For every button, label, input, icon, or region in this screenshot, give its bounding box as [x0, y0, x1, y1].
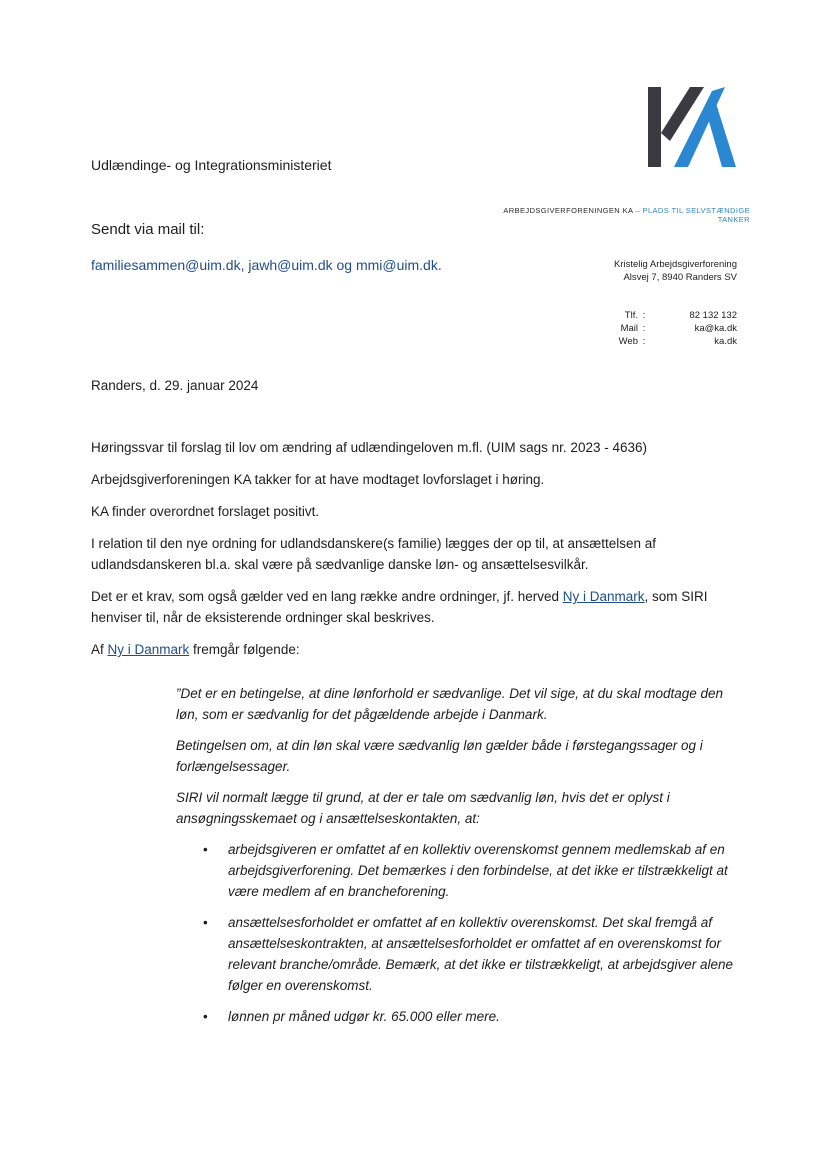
paragraph: KA finder overordnet forslaget positivt. — [91, 504, 320, 519]
quote-bullet-list — [176, 839, 742, 1027]
paragraph: Arbejdsgiverforeningen KA takker for at have modtaget lovforslaget i høring. — [91, 472, 545, 487]
bullet-icon: • — [203, 842, 208, 857]
list-item: • ansættelsesforholdet er omfattet af en kollektiv overenskomst. Det skal fremgå af ansættelseskontrakten, at ansættelsesforholdet er omfattet af en overenskomst for relevant branche/område. Bemærk, at det ikke er tilstrækkeligt, at arbejdsgiver alene følger en overenskomst. — [176, 912, 742, 996]
letter-body — [91, 437, 741, 671]
contact-label: Web — [618, 336, 638, 347]
contact-value: 82 132 132 — [689, 310, 737, 321]
subject-line: Høringssvar til forslag til lov om ændring af udlændingeloven m.fl. (UIM sags nr. 2023 - 4636) — [91, 440, 647, 455]
list-item: • lønnen pr måned udgør kr. 65.000 eller mere. — [176, 1006, 742, 1027]
contact-web: Web : ka.dk — [600, 335, 737, 348]
paragraph: I relation til den nye ordning for udlandsdanskere(s familie) lægges der op til, at ansættelsen af udlandsdanskeren bl.a. skal være på sædvanlige danske løn- og ansættelsesvilkår. — [91, 536, 657, 572]
org-name: Kristelig Arbejdsgiverforening — [613, 259, 737, 270]
contact-mail: Mail : ka@ka.dk — [600, 322, 737, 335]
contact-block — [600, 309, 737, 348]
quote-paragraph: ”Det er en betingelse, at dine lønforhold er sædvanlige. Det vil sige, at du skal modtage den løn, som er sædvanlig for det pågældende arbejde i Danmark. — [176, 686, 724, 722]
tagline-org: ARBEJDSGIVERFORENINGEN KA — [503, 206, 633, 215]
paragraph: Det er et krav, som også gælder ved en lang række andre ordninger, jf. herved Ny i Danmark, som SIRI henviser til, når de eksisterende ordninger skal beskrives. — [91, 589, 708, 625]
bullet-icon: • — [203, 1009, 208, 1024]
quote-paragraph: Betingelsen om, at din løn skal være sædvanlig løn gælder både i førstegangssager og i forlængelsessager. — [176, 738, 703, 774]
recipient: Udlændinge- og Integrationsministeriet — [91, 157, 332, 173]
quote-paragraph: SIRI vil normalt lægge til grund, at der er tale om sædvanlig løn, hvis det er oplyst i ansøgningsskemaet og i ansættelseskontakten, at: — [176, 790, 670, 826]
recipient-emails[interactable]: familiesammen@uim.dk, jawh@uim.dk og mmi@uim.dk. — [91, 257, 442, 273]
letter-date: Randers, d. 29. januar 2024 — [91, 378, 259, 393]
ka-logo-icon — [644, 83, 740, 171]
contact-label: Mail — [620, 323, 638, 334]
contact-label: Tlf. — [624, 310, 638, 321]
sent-via-label: Sendt via mail til: — [91, 221, 205, 238]
bullet-icon: • — [203, 915, 208, 930]
tagline-slogan: PLADS TIL SELVSTÆNDIGE TANKER — [642, 206, 750, 224]
quote-block — [176, 683, 742, 1037]
list-item: • arbejdsgiveren er omfattet af en kollektiv overenskomst gennem medlemskab af en arbejdsgiverforening. Det bemærkes i den forbindelse, at det ikke er tilstrækkeligt at være medlem af en brancheforening. — [176, 839, 742, 902]
contact-value[interactable]: ka@ka.dk — [694, 323, 737, 334]
tagline-dash: – — [633, 206, 643, 215]
tagline — [470, 206, 750, 224]
ny-i-danmark-link[interactable]: Ny i Danmark — [562, 589, 645, 604]
org-address — [560, 258, 737, 284]
ny-i-danmark-link[interactable]: Ny i Danmark — [107, 642, 190, 657]
contact-value[interactable]: ka.dk — [714, 336, 737, 347]
contact-phone: Tlf. : 82 132 132 — [600, 309, 737, 322]
paragraph: Af Ny i Danmark fremgår følgende: — [91, 642, 300, 657]
org-street: Alsvej 7, 8940 Randers SV — [623, 272, 737, 283]
